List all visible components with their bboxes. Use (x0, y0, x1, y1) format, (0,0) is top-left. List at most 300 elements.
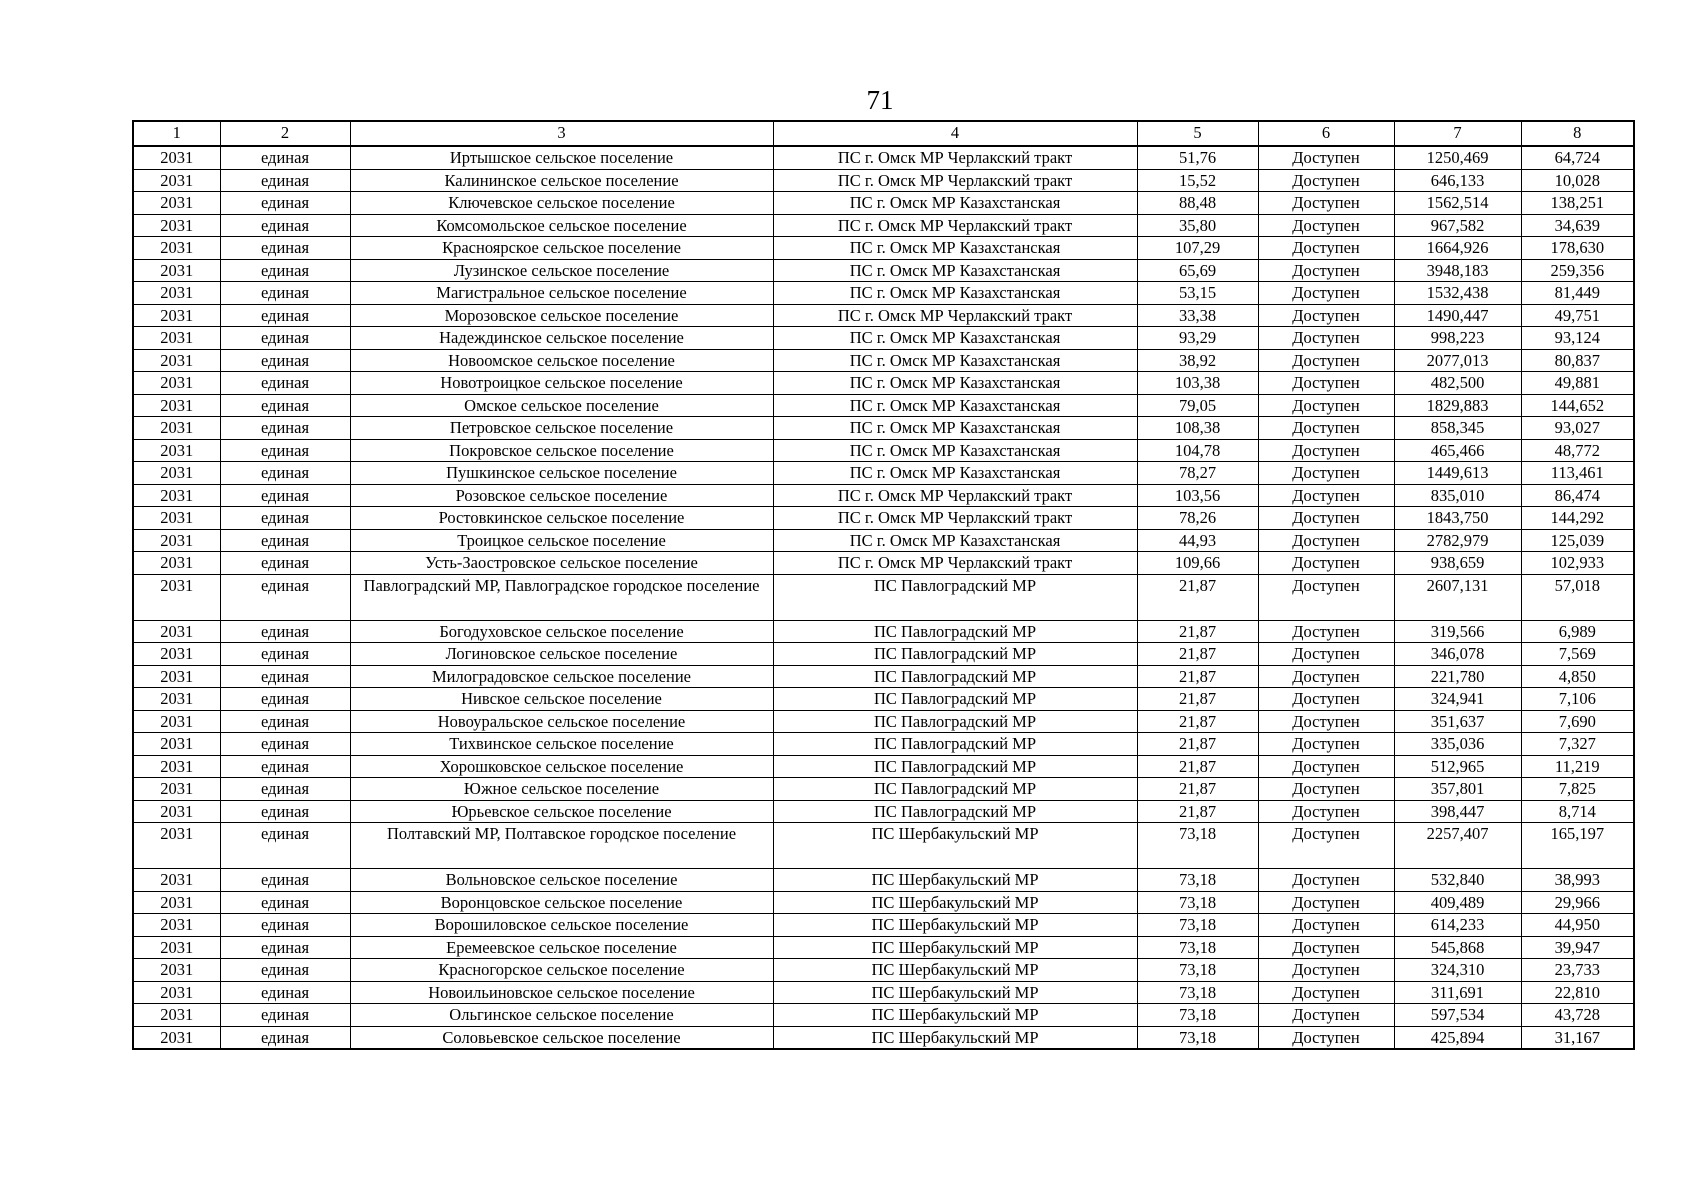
table-row (133, 891, 1634, 914)
cell-value-7: 324,941 (1394, 688, 1521, 711)
cell-substation: ПС Павлоградский МР (773, 800, 1137, 823)
cell-value-8: 49,881 (1521, 372, 1634, 395)
cell-value-5: 21,87 (1137, 643, 1258, 666)
cell-status: Доступен (1258, 237, 1394, 260)
cell-value-5: 21,87 (1137, 800, 1258, 823)
cell-value-5: 21,87 (1137, 733, 1258, 756)
cell-status: Доступен (1258, 259, 1394, 282)
cell-settlement: Морозовское сельское поселение (350, 304, 773, 327)
cell-settlement: Магистральное сельское поселение (350, 282, 773, 305)
cell-type: единая (220, 823, 350, 869)
table-body (133, 146, 1634, 1049)
cell-year: 2031 (133, 282, 220, 305)
cell-substation: ПС Шербакульский МР (773, 981, 1137, 1004)
cell-value-7: 2607,131 (1394, 574, 1521, 620)
cell-value-8: 113,461 (1521, 462, 1634, 485)
cell-value-5: 73,18 (1137, 914, 1258, 937)
table-row (133, 462, 1634, 485)
cell-value-8: 144,652 (1521, 394, 1634, 417)
cell-type: единая (220, 169, 350, 192)
cell-status: Доступен (1258, 936, 1394, 959)
cell-substation: ПС г. Омск МР Казахстанская (773, 372, 1137, 395)
table-row (133, 620, 1634, 643)
cell-year: 2031 (133, 959, 220, 982)
cell-value-7: 646,133 (1394, 169, 1521, 192)
cell-value-7: 409,489 (1394, 891, 1521, 914)
cell-value-7: 3948,183 (1394, 259, 1521, 282)
cell-type: единая (220, 1026, 350, 1049)
cell-value-5: 73,18 (1137, 891, 1258, 914)
column-header-6: 6 (1258, 121, 1394, 146)
cell-value-7: 335,036 (1394, 733, 1521, 756)
cell-type: единая (220, 417, 350, 440)
cell-value-5: 53,15 (1137, 282, 1258, 305)
table-row (133, 282, 1634, 305)
table-row (133, 733, 1634, 756)
cell-year: 2031 (133, 237, 220, 260)
cell-settlement: Воронцовское сельское поселение (350, 891, 773, 914)
cell-value-8: 48,772 (1521, 439, 1634, 462)
cell-year: 2031 (133, 484, 220, 507)
cell-status: Доступен (1258, 146, 1394, 169)
cell-status: Доступен (1258, 755, 1394, 778)
cell-year: 2031 (133, 529, 220, 552)
cell-settlement: Усть-Заостровское сельское поселение (350, 552, 773, 575)
cell-type: единая (220, 981, 350, 1004)
cell-settlement: Новоильиновское сельское поселение (350, 981, 773, 1004)
cell-status: Доступен (1258, 282, 1394, 305)
cell-type: единая (220, 778, 350, 801)
table-row (133, 372, 1634, 395)
cell-value-7: 597,534 (1394, 1004, 1521, 1027)
cell-year: 2031 (133, 394, 220, 417)
cell-value-8: 34,639 (1521, 214, 1634, 237)
cell-value-5: 73,18 (1137, 869, 1258, 892)
cell-type: единая (220, 214, 350, 237)
column-header-1: 1 (133, 121, 220, 146)
cell-substation: ПС Шербакульский МР (773, 891, 1137, 914)
cell-settlement: Соловьевское сельское поселение (350, 1026, 773, 1049)
cell-settlement: Ростовкинское сельское поселение (350, 507, 773, 530)
cell-value-7: 1664,926 (1394, 237, 1521, 260)
cell-value-8: 31,167 (1521, 1026, 1634, 1049)
table-header-row (133, 121, 1634, 146)
cell-substation: ПС г. Омск МР Черлакский тракт (773, 146, 1137, 169)
cell-substation: ПС Павлоградский МР (773, 733, 1137, 756)
cell-value-7: 1562,514 (1394, 192, 1521, 215)
cell-value-8: 86,474 (1521, 484, 1634, 507)
cell-value-5: 108,38 (1137, 417, 1258, 440)
cell-value-8: 29,966 (1521, 891, 1634, 914)
cell-value-8: 6,989 (1521, 620, 1634, 643)
cell-value-5: 21,87 (1137, 688, 1258, 711)
cell-value-5: 93,29 (1137, 327, 1258, 350)
cell-year: 2031 (133, 552, 220, 575)
cell-year: 2031 (133, 710, 220, 733)
cell-year: 2031 (133, 800, 220, 823)
cell-status: Доступен (1258, 710, 1394, 733)
cell-value-8: 44,950 (1521, 914, 1634, 937)
cell-settlement: Милоградовское сельское поселение (350, 665, 773, 688)
table-row (133, 484, 1634, 507)
cell-value-5: 73,18 (1137, 1004, 1258, 1027)
cell-value-7: 357,801 (1394, 778, 1521, 801)
cell-value-7: 614,233 (1394, 914, 1521, 937)
cell-substation: ПС Павлоградский МР (773, 643, 1137, 666)
cell-status: Доступен (1258, 214, 1394, 237)
cell-year: 2031 (133, 169, 220, 192)
cell-value-7: 512,965 (1394, 755, 1521, 778)
cell-substation: ПС г. Омск МР Казахстанская (773, 529, 1137, 552)
cell-value-5: 103,38 (1137, 372, 1258, 395)
cell-value-5: 33,38 (1137, 304, 1258, 327)
table-row (133, 914, 1634, 937)
cell-year: 2031 (133, 462, 220, 485)
cell-type: единая (220, 237, 350, 260)
cell-year: 2031 (133, 1004, 220, 1027)
cell-value-8: 93,027 (1521, 417, 1634, 440)
cell-value-8: 43,728 (1521, 1004, 1634, 1027)
cell-type: единая (220, 574, 350, 620)
page-number: 71 (866, 85, 894, 115)
cell-value-5: 73,18 (1137, 959, 1258, 982)
cell-type: единая (220, 959, 350, 982)
cell-value-7: 2782,979 (1394, 529, 1521, 552)
cell-type: единая (220, 394, 350, 417)
cell-value-8: 144,292 (1521, 507, 1634, 530)
cell-substation: ПС г. Омск МР Казахстанская (773, 439, 1137, 462)
cell-value-5: 88,48 (1137, 192, 1258, 215)
table-row (133, 552, 1634, 575)
cell-substation: ПС г. Омск МР Казахстанская (773, 282, 1137, 305)
table-row (133, 665, 1634, 688)
cell-settlement: Розовское сельское поселение (350, 484, 773, 507)
cell-substation: ПС г. Омск МР Черлакский тракт (773, 552, 1137, 575)
cell-substation: ПС г. Омск МР Казахстанская (773, 237, 1137, 260)
cell-type: единая (220, 755, 350, 778)
cell-substation: ПС Шербакульский МР (773, 1026, 1137, 1049)
cell-substation: ПС г. Омск МР Казахстанская (773, 394, 1137, 417)
cell-value-7: 351,637 (1394, 710, 1521, 733)
cell-value-5: 65,69 (1137, 259, 1258, 282)
cell-year: 2031 (133, 914, 220, 937)
cell-substation: ПС Павлоградский МР (773, 778, 1137, 801)
cell-type: единая (220, 349, 350, 372)
cell-substation: ПС г. Омск МР Казахстанская (773, 259, 1137, 282)
cell-type: единая (220, 643, 350, 666)
cell-year: 2031 (133, 304, 220, 327)
cell-settlement: Омское сельское поселение (350, 394, 773, 417)
cell-year: 2031 (133, 936, 220, 959)
cell-type: единая (220, 1004, 350, 1027)
cell-value-8: 22,810 (1521, 981, 1634, 1004)
cell-substation: ПС г. Омск МР Казахстанская (773, 327, 1137, 350)
column-header-2: 2 (220, 121, 350, 146)
cell-settlement: Красногорское сельское поселение (350, 959, 773, 982)
cell-value-7: 1250,469 (1394, 146, 1521, 169)
cell-substation: ПС г. Омск МР Черлакский тракт (773, 484, 1137, 507)
cell-value-8: 38,993 (1521, 869, 1634, 892)
cell-substation: ПС г. Омск МР Черлакский тракт (773, 304, 1137, 327)
cell-type: единая (220, 529, 350, 552)
cell-value-8: 7,690 (1521, 710, 1634, 733)
cell-value-5: 51,76 (1137, 146, 1258, 169)
cell-value-7: 482,500 (1394, 372, 1521, 395)
cell-substation: ПС Павлоградский МР (773, 755, 1137, 778)
table-row (133, 823, 1634, 869)
cell-value-8: 10,028 (1521, 169, 1634, 192)
cell-value-5: 109,66 (1137, 552, 1258, 575)
cell-status: Доступен (1258, 800, 1394, 823)
cell-type: единая (220, 146, 350, 169)
cell-status: Доступен (1258, 529, 1394, 552)
cell-value-8: 64,724 (1521, 146, 1634, 169)
cell-substation: ПС Павлоградский МР (773, 665, 1137, 688)
cell-value-7: 1843,750 (1394, 507, 1521, 530)
cell-value-8: 81,449 (1521, 282, 1634, 305)
cell-type: единая (220, 914, 350, 937)
cell-type: единая (220, 891, 350, 914)
cell-year: 2031 (133, 869, 220, 892)
cell-value-7: 1449,613 (1394, 462, 1521, 485)
cell-year: 2031 (133, 146, 220, 169)
cell-value-7: 319,566 (1394, 620, 1521, 643)
cell-value-7: 465,466 (1394, 439, 1521, 462)
cell-type: единая (220, 439, 350, 462)
cell-value-8: 259,356 (1521, 259, 1634, 282)
cell-year: 2031 (133, 688, 220, 711)
cell-settlement: Троицкое сельское поселение (350, 529, 773, 552)
cell-settlement: Пушкинское сельское поселение (350, 462, 773, 485)
cell-year: 2031 (133, 981, 220, 1004)
cell-year: 2031 (133, 733, 220, 756)
cell-value-8: 49,751 (1521, 304, 1634, 327)
cell-value-8: 102,933 (1521, 552, 1634, 575)
cell-value-8: 39,947 (1521, 936, 1634, 959)
table-row (133, 688, 1634, 711)
cell-value-5: 38,92 (1137, 349, 1258, 372)
cell-substation: ПС г. Омск МР Черлакский тракт (773, 169, 1137, 192)
cell-value-7: 998,223 (1394, 327, 1521, 350)
table-row (133, 936, 1634, 959)
cell-type: единая (220, 462, 350, 485)
cell-value-5: 21,87 (1137, 755, 1258, 778)
cell-settlement: Ольгинское сельское поселение (350, 1004, 773, 1027)
cell-status: Доступен (1258, 417, 1394, 440)
cell-settlement: Юрьевское сельское поселение (350, 800, 773, 823)
cell-status: Доступен (1258, 981, 1394, 1004)
cell-substation: ПС г. Омск МР Казахстанская (773, 349, 1137, 372)
cell-value-5: 73,18 (1137, 981, 1258, 1004)
cell-status: Доступен (1258, 1004, 1394, 1027)
cell-year: 2031 (133, 259, 220, 282)
cell-value-8: 93,124 (1521, 327, 1634, 350)
cell-status: Доступен (1258, 349, 1394, 372)
cell-status: Доступен (1258, 439, 1394, 462)
cell-status: Доступен (1258, 372, 1394, 395)
cell-value-8: 178,630 (1521, 237, 1634, 260)
cell-year: 2031 (133, 192, 220, 215)
cell-year: 2031 (133, 327, 220, 350)
cell-value-5: 79,05 (1137, 394, 1258, 417)
cell-status: Доступен (1258, 462, 1394, 485)
cell-year: 2031 (133, 349, 220, 372)
cell-substation: ПС г. Омск МР Казахстанская (773, 192, 1137, 215)
cell-settlement: Хорошковское сельское поселение (350, 755, 773, 778)
cell-type: единая (220, 620, 350, 643)
table-row (133, 394, 1634, 417)
cell-value-8: 7,569 (1521, 643, 1634, 666)
cell-status: Доступен (1258, 484, 1394, 507)
cell-value-7: 2257,407 (1394, 823, 1521, 869)
column-header-5: 5 (1137, 121, 1258, 146)
cell-year: 2031 (133, 214, 220, 237)
cell-value-5: 78,27 (1137, 462, 1258, 485)
cell-status: Доступен (1258, 620, 1394, 643)
column-header-8: 8 (1521, 121, 1634, 146)
cell-substation: ПС Павлоградский МР (773, 710, 1137, 733)
table-row (133, 778, 1634, 801)
cell-settlement: Богодуховское сельское поселение (350, 620, 773, 643)
cell-settlement: Павлоградский МР, Павлоградское городское поселение (350, 574, 773, 620)
cell-settlement: Вольновское сельское поселение (350, 869, 773, 892)
cell-year: 2031 (133, 417, 220, 440)
table-row (133, 574, 1634, 620)
cell-status: Доступен (1258, 778, 1394, 801)
cell-substation: ПС г. Омск МР Черлакский тракт (773, 214, 1137, 237)
cell-year: 2031 (133, 1026, 220, 1049)
cell-settlement: Новоуральское сельское поселение (350, 710, 773, 733)
cell-value-7: 858,345 (1394, 417, 1521, 440)
cell-settlement: Комсомольское сельское поселение (350, 214, 773, 237)
cell-value-7: 835,010 (1394, 484, 1521, 507)
cell-substation: ПС Павлоградский МР (773, 620, 1137, 643)
cell-year: 2031 (133, 620, 220, 643)
cell-substation: ПС г. Омск МР Казахстанская (773, 417, 1137, 440)
cell-settlement: Калининское сельское поселение (350, 169, 773, 192)
cell-value-5: 104,78 (1137, 439, 1258, 462)
cell-value-7: 425,894 (1394, 1026, 1521, 1049)
cell-value-5: 103,56 (1137, 484, 1258, 507)
table-row (133, 327, 1634, 350)
cell-settlement: Новотроицкое сельское поселение (350, 372, 773, 395)
table-row (133, 507, 1634, 530)
cell-type: единая (220, 552, 350, 575)
cell-status: Доступен (1258, 304, 1394, 327)
table-row (133, 169, 1634, 192)
cell-settlement: Полтавский МР, Полтавское городское поселение (350, 823, 773, 869)
cell-value-8: 138,251 (1521, 192, 1634, 215)
cell-value-7: 967,582 (1394, 214, 1521, 237)
table-row (133, 192, 1634, 215)
cell-settlement: Иртышское сельское поселение (350, 146, 773, 169)
cell-year: 2031 (133, 665, 220, 688)
cell-value-5: 21,87 (1137, 574, 1258, 620)
table-row (133, 237, 1634, 260)
cell-value-5: 73,18 (1137, 823, 1258, 869)
cell-value-7: 2077,013 (1394, 349, 1521, 372)
cell-status: Доступен (1258, 394, 1394, 417)
cell-value-7: 398,447 (1394, 800, 1521, 823)
cell-type: единая (220, 688, 350, 711)
cell-value-7: 346,078 (1394, 643, 1521, 666)
cell-value-8: 7,106 (1521, 688, 1634, 711)
cell-type: единая (220, 282, 350, 305)
cell-value-5: 21,87 (1137, 620, 1258, 643)
cell-value-8: 11,219 (1521, 755, 1634, 778)
cell-substation: ПС Павлоградский МР (773, 574, 1137, 620)
cell-status: Доступен (1258, 552, 1394, 575)
cell-value-8: 80,837 (1521, 349, 1634, 372)
cell-type: единая (220, 869, 350, 892)
cell-value-8: 23,733 (1521, 959, 1634, 982)
cell-year: 2031 (133, 507, 220, 530)
cell-value-8: 165,197 (1521, 823, 1634, 869)
cell-status: Доступен (1258, 643, 1394, 666)
table-row (133, 529, 1634, 552)
cell-value-5: 73,18 (1137, 936, 1258, 959)
table-row (133, 259, 1634, 282)
cell-settlement: Южное сельское поселение (350, 778, 773, 801)
cell-status: Доступен (1258, 823, 1394, 869)
cell-type: единая (220, 304, 350, 327)
cell-year: 2031 (133, 755, 220, 778)
cell-status: Доступен (1258, 891, 1394, 914)
cell-status: Доступен (1258, 733, 1394, 756)
cell-type: единая (220, 665, 350, 688)
cell-value-5: 107,29 (1137, 237, 1258, 260)
cell-value-5: 44,93 (1137, 529, 1258, 552)
cell-status: Доступен (1258, 665, 1394, 688)
cell-value-7: 1829,883 (1394, 394, 1521, 417)
cell-value-7: 221,780 (1394, 665, 1521, 688)
table-row (133, 214, 1634, 237)
cell-type: единая (220, 259, 350, 282)
cell-value-7: 324,310 (1394, 959, 1521, 982)
cell-year: 2031 (133, 643, 220, 666)
cell-substation: ПС Шербакульский МР (773, 1004, 1137, 1027)
cell-settlement: Ключевское сельское поселение (350, 192, 773, 215)
cell-settlement: Еремеевское сельское поселение (350, 936, 773, 959)
cell-settlement: Покровское сельское поселение (350, 439, 773, 462)
cell-value-8: 8,714 (1521, 800, 1634, 823)
cell-type: единая (220, 800, 350, 823)
cell-type: единая (220, 192, 350, 215)
cell-value-7: 938,659 (1394, 552, 1521, 575)
table-row (133, 643, 1634, 666)
cell-type: единая (220, 484, 350, 507)
table-row (133, 981, 1634, 1004)
table-row (133, 439, 1634, 462)
cell-substation: ПС Павлоградский МР (773, 688, 1137, 711)
column-header-4: 4 (773, 121, 1137, 146)
data-table (132, 120, 1635, 1050)
cell-value-8: 4,850 (1521, 665, 1634, 688)
column-header-7: 7 (1394, 121, 1521, 146)
cell-status: Доступен (1258, 574, 1394, 620)
cell-substation: ПС Шербакульский МР (773, 823, 1137, 869)
cell-settlement: Красноярское сельское поселение (350, 237, 773, 260)
cell-value-5: 35,80 (1137, 214, 1258, 237)
cell-year: 2031 (133, 891, 220, 914)
cell-settlement: Тихвинское сельское поселение (350, 733, 773, 756)
cell-type: единая (220, 710, 350, 733)
table-row (133, 304, 1634, 327)
cell-substation: ПС Шербакульский МР (773, 869, 1137, 892)
cell-year: 2031 (133, 372, 220, 395)
cell-settlement: Нивское сельское поселение (350, 688, 773, 711)
cell-settlement: Петровское сельское поселение (350, 417, 773, 440)
